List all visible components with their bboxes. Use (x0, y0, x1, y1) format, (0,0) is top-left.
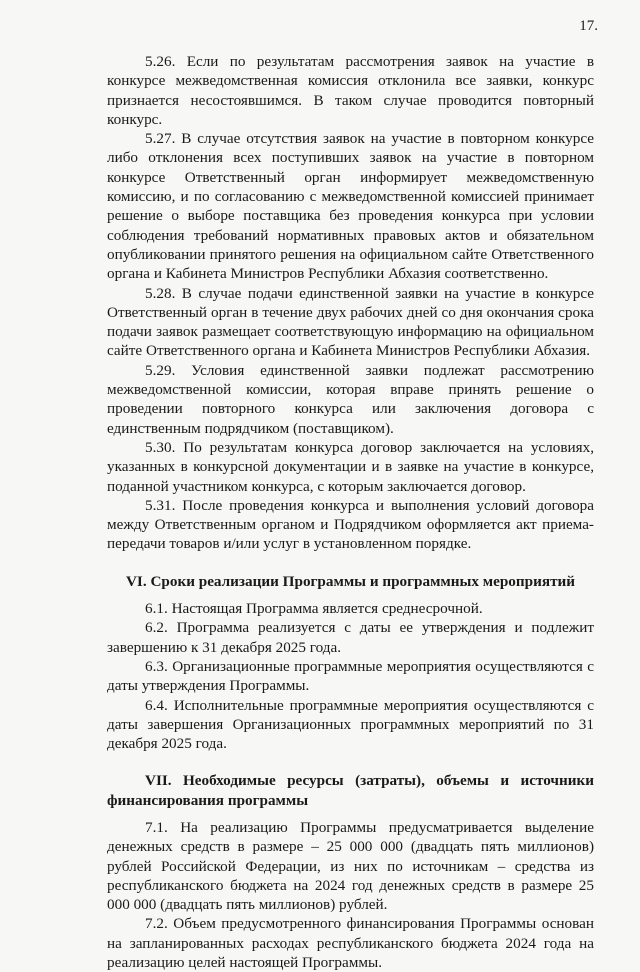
section-6-heading: VI. Сроки реализации Программы и программных мероприятий (125, 572, 576, 590)
document-body (107, 52, 594, 972)
paragraph-6-4: 6.4. Исполнительные программные мероприятия осуществляются с даты завершения Организационных программных мероприятий по 31 декабря 2025 года. (107, 696, 594, 753)
paragraph-7-1: 7.1. На реализацию Программы предусматривается выделение денежных средств в размере – 25 000 000 (двадцать пять миллионов) рублей Российской Федерации, из них по источникам – средства из республиканского бюджета на 2024 год денежных средств в размере 25 000 000 (двадцать пять миллионов) рублей. (107, 818, 594, 914)
paragraph-5-28: 5.28. В случае подачи единственной заявки на участие в конкурсе Ответственный орган в течение двух рабочих дней со дня окончания срока подачи заявок размещает соответствующую информацию на официальном сайте Ответственного органа и Кабинета Министров Республики Абхазия. (107, 284, 594, 360)
page-number: 17. (579, 18, 598, 34)
paragraph-5-29: 5.29. Условия единственной заявки подлежат рассмотрению межведомственной комиссии, которая вправе принять решение о проведении повторного конкурса или заключения договора с единственным подрядчиком (поставщиком). (107, 361, 594, 437)
paragraph-7-2: 7.2. Объем предусмотренного финансирования Программы основан на запланированных расходах республиканского бюджета 2024 года на реализацию целей настоящей Программы. (107, 915, 594, 972)
paragraph-6-2: 6.2. Программа реализуется с даты ее утверждения и подлежит завершению к 31 декабря 2025 года. (107, 619, 594, 656)
paragraph-6-1: 6.1. Настоящая Программа является среднесрочной. (145, 600, 483, 618)
paragraph-5-31: 5.31. После проведения конкурса и выполнения условий договора между Ответственным органом и Подрядчиком оформляется акт приема-передачи товаров и/или услуг в установленном порядке. (107, 496, 594, 553)
paragraph-6-3: 6.3. Организационные программные мероприятия осуществляются с даты утверждения Программы. (107, 657, 594, 695)
paragraph-5-27: 5.27. В случае отсутствия заявок на участие в повторном конкурсе либо отклонения всех поступивших заявок на участие в повторном конкурсе Ответственный орган информирует межведомственную комиссию, и по согласованию с межведомственной комиссией принимает решение о выборе поставщика без проведения конкурса при условии соблюдения требований нормативных правовых актов и обязательном опубликовании принятого решения на официальном сайте Ответственного органа и Кабинета Министров Республики Абхазия соответственно. (107, 130, 594, 283)
section-7-heading: VII. Необходимые ресурсы (затраты), объемы и источники финансирования программы (107, 772, 594, 809)
paragraph-5-26: 5.26. Если по результатам рассмотрения заявок на участие в конкурсе межведомственная комиссия отклонила все заявки, конкурс признается несостоявшимся. В таком случае проводится повторный конкурс. (107, 53, 594, 128)
paragraph-5-30: 5.30. По результатам конкурса договор заключается на условиях, указанных в конкурсной документации и в заявке на участие в конкурсе, поданной участником конкурса, с которым заключается договор. (107, 438, 594, 495)
